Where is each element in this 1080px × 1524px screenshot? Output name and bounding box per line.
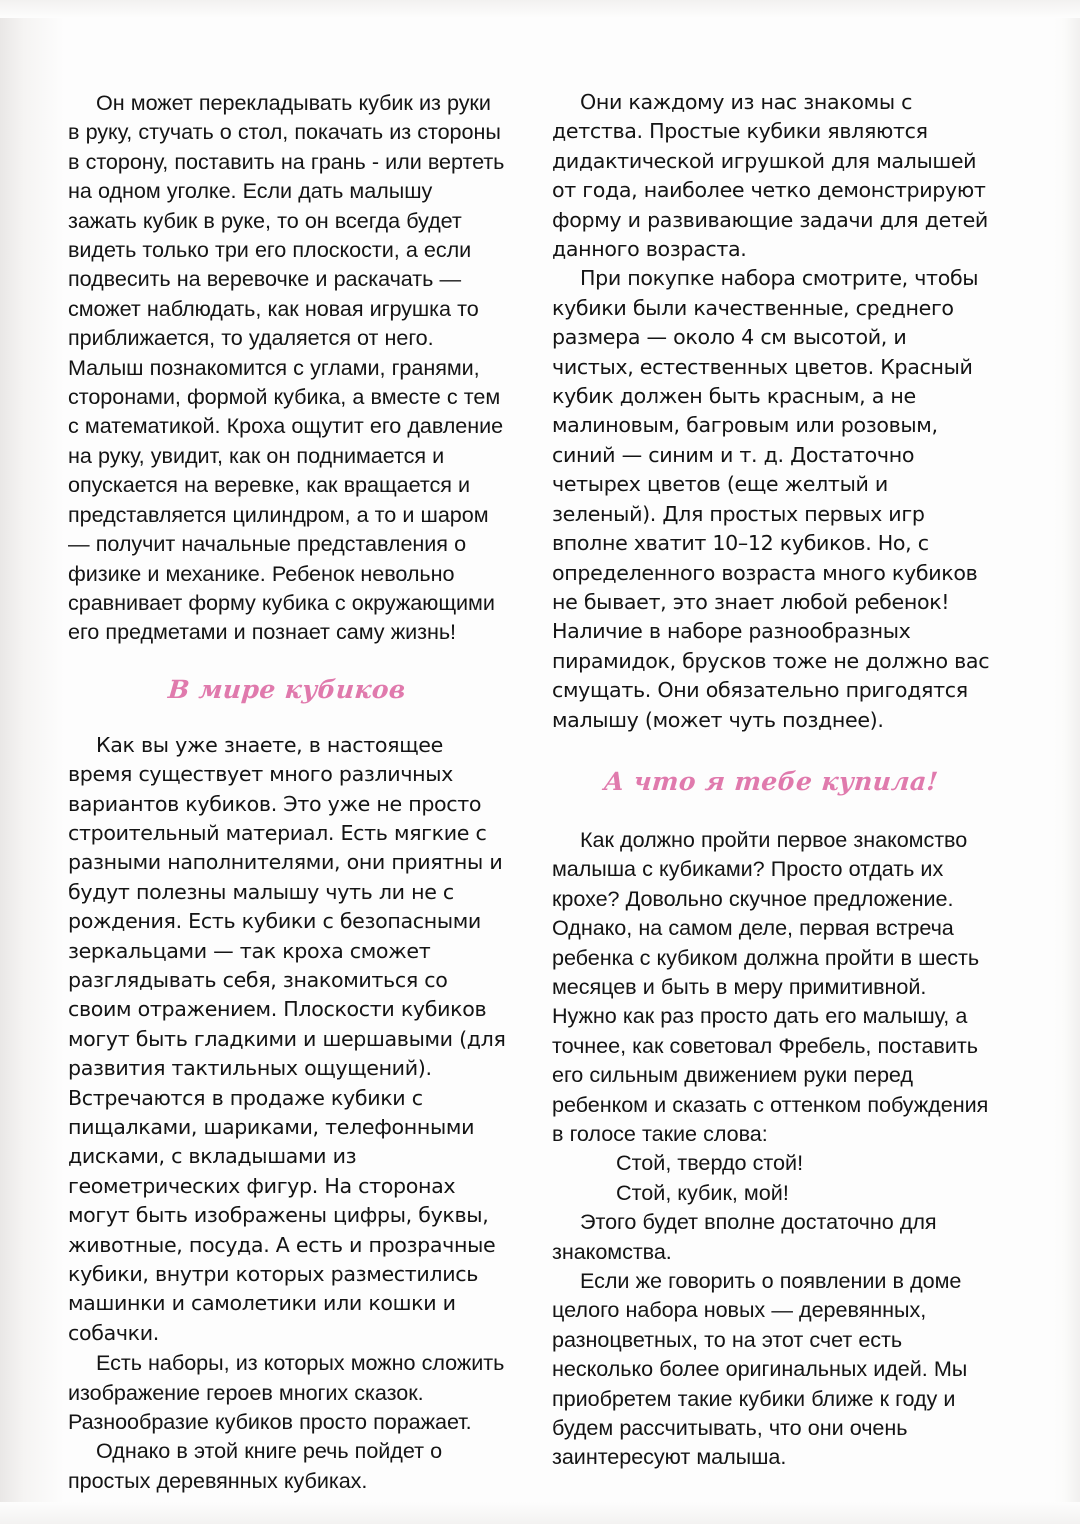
verse-line: Стой, твердо стой! xyxy=(616,1150,804,1176)
verse-line: Стой, кубик, мой! xyxy=(616,1179,789,1205)
paragraph: Однако в этой книге речь пойдет о простых деревянных кубиках. xyxy=(68,1438,443,1493)
text-column-right xyxy=(552,88,990,1472)
paragraph: Он может перекладывать кубик из руки в руку, стучать о стол, покачать из стороны в сторону, поставить на грань - или вертеть на одном уголке. Если дать малышу зажать кубик в руке, то он всегда будет видеть только три его плоскости, а если подвесить на веревочке и раскачать — сможет наблюдать, как новая игрушка то приближается, то удаляется от него. Малыш познакомится с углами, гранями, сторонами, формой кубика, а вместе с тем с математикой. Кроха ощутит его давление на руку, увидит, как он поднимается и опускается на веревке, как вращается и представляется цилиндром, а то и шаром — получит начальные представления о физике и механике. Ребенок невольно сравнивает форму кубика с окружающими его предметами и познает саму жизнь! xyxy=(68,90,505,645)
section-heading-block xyxy=(68,647,506,731)
section-heading-a-chto-ya-tebe-kupila: А что я тебе купила! xyxy=(602,766,940,796)
paragraph: Как должно пройти первое знакомство малыша с кубиками? Просто отдать их крохе? Довольно скучное предложение. Однако, на самом деле, первая встреча ребенка с кубиком должна пройти в шесть месяцев и быть в меру примитивной. Нужно как раз просто дать его малышу, а точнее, как советовал Фребель, поставить его сильным движением руки перед ребенком и сказать с оттенком побуждения в голосе такие слова: xyxy=(552,826,989,1146)
scan-edge-shading-right xyxy=(1054,0,1080,1524)
paragraph: Как вы уже знаете, в настоящее время существует много различных вариантов кубиков. Это уже не просто строительный материал. Есть мягкие с разными наполнителями, они приятны и будут полезны малышу чуть ли не с рождения. Есть кубики с безопасными зеркальцами — так кроха сможет разглядывать себя, знакомиться со своим отражением. Плоскости кубиков могут быть гладкими и шершавыми (для развития тактильных ощущений). Встречаются в продаже кубики с пищалками, шариками, телефонными дисками, с вкладышами из геометрических фигур. На сторонах могут быть изображены цифры, буквы, животные, посуда. А есть и прозрачные кубики, внутри которых разместились машинки и самолетики или кошки и собачки. xyxy=(68,732,506,1345)
paragraph: Этого будет вполне достаточно для знакомства. xyxy=(552,1209,937,1264)
scan-edge-shading-bottom xyxy=(0,1502,1080,1524)
section-heading-v-mire-kubikov: В мире кубиков xyxy=(166,674,408,704)
paragraph: Если же говорить о появлении в доме целого набора новых — деревянных, разноцветных, то на этот счет есть несколько более оригинальных идей. Мы приобретем такие кубики ближе к году и будем рассчитывать, что они очень заинтересуют малыша. xyxy=(552,1268,968,1470)
section-heading-block xyxy=(552,735,990,825)
paragraph: Есть наборы, из которых можно сложить изображение героев многих сказок. Разнообразие кубиков просто поражает. xyxy=(68,1350,505,1435)
page-content xyxy=(68,88,990,1493)
paragraph: Они каждому из нас знакомы с детства. Простые кубики являются дидактической игрушкой для малышей от года, наиболее четко демонстрируют форму и развивающие задачи для детей данного возраста. xyxy=(552,90,988,262)
text-column-left xyxy=(68,88,506,1495)
paragraph: При покупке набора смотрите, чтобы кубики были качественные, среднего размера — около 4 см высотой, и чистых, естественных цветов. Красный кубик должен быть красным, а не малиновым, багровым или розовым, синий — синим и т. д. Достаточно четырех цветов (еще желтый и зеленый). Для простых первых игр вполне хватит 10–12 кубиков. Но, с определенного возраста много кубиков не бывает, это знает любой ребенок! Наличие в наборе разнообразных пирамидок, брусков тоже не должно вас смущать. Они обязательно пригодятся малышу (может чуть позднее). xyxy=(552,266,990,732)
scan-edge-shading-top xyxy=(0,0,1080,18)
scan-edge-shading-left xyxy=(0,0,64,1524)
